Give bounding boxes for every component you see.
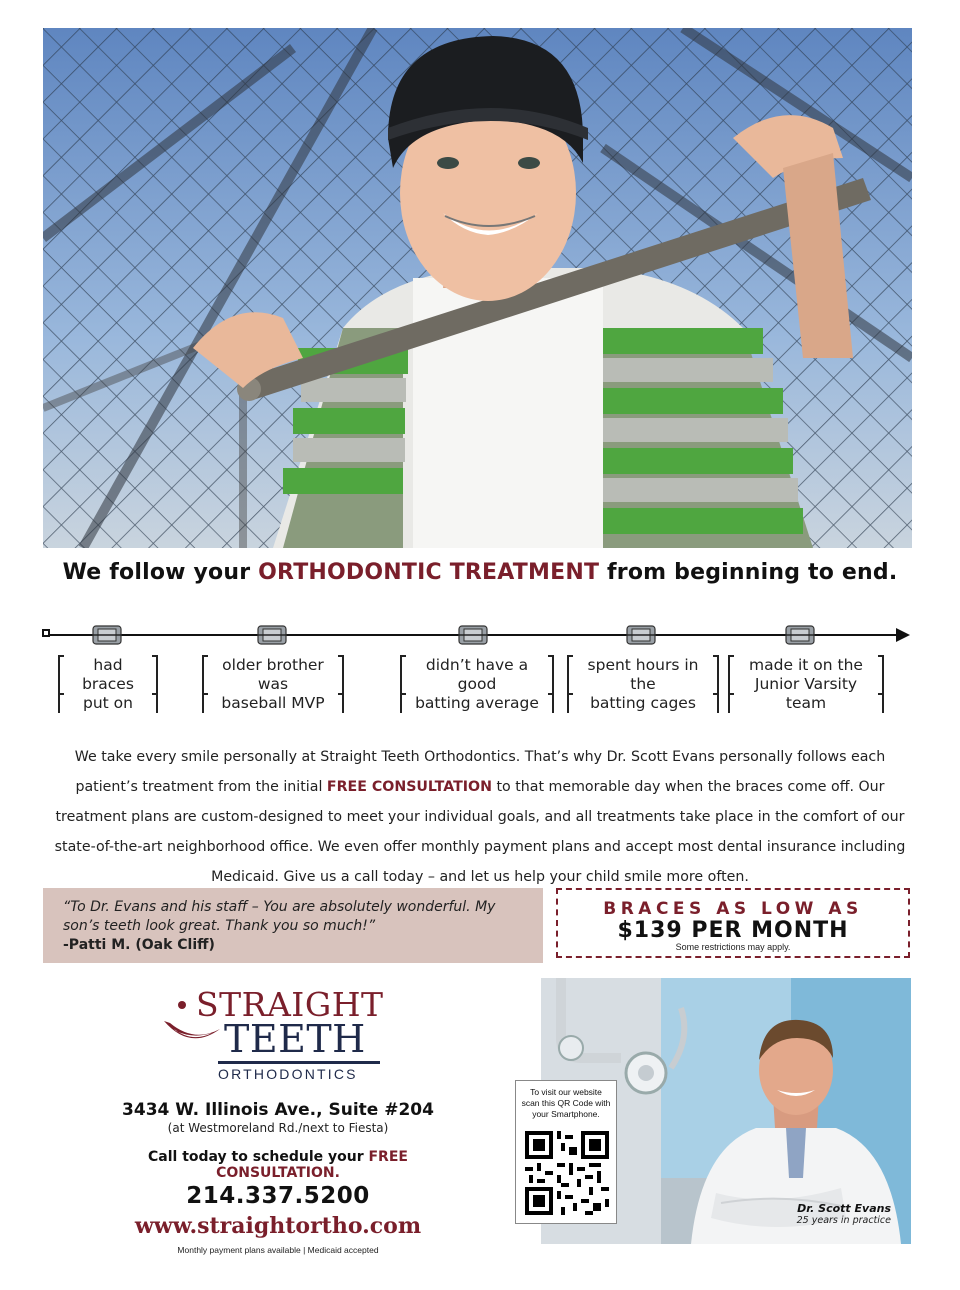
timeline-milestone: older brother was baseball MVP — [202, 656, 344, 713]
free-consultation-highlight: FREE CONSULTATION — [326, 779, 492, 795]
timeline-milestone: had braces put on — [58, 656, 158, 713]
promo-note: Some restrictions may apply. — [675, 942, 791, 952]
website-link[interactable]: www.straightortho.com — [134, 1213, 422, 1239]
qr-caption: To visit our website scan this QR Code with your Smartphone. — [521, 1087, 611, 1119]
headline — [0, 560, 960, 585]
price-promo-box — [556, 888, 910, 958]
promo-price: $139 PER MONTH — [617, 918, 849, 943]
logo-word-orthodontics: ORTHODONTICS — [218, 1066, 358, 1082]
qr-code-icon[interactable] — [525, 1131, 609, 1215]
brace-bracket-icon — [624, 624, 658, 646]
hero-photo — [43, 28, 912, 548]
body-paragraph: We take every smile personally at Straight Teeth Orthodontics. That’s why Dr. Scott Evans personally follows each patient’s treatment from the initial FREE CONSULTATION to that memorable day when the braces come off. Our treatment plans are custom-designed to meet your individual goals, and all treatments take place in the comfort of our state-of-the-art neighborhood office. We even offer monthly payment plans and accept most dental insurance including Medicaid. Give us a call today – and let us help your child smile more often. — [54, 749, 906, 885]
timeline-milestone: didn’t have a good batting average — [400, 656, 554, 713]
phone-number[interactable]: 214.337.5200 — [186, 1183, 370, 1209]
headline-before: We follow your — [62, 560, 259, 585]
doctor-caption — [797, 1202, 891, 1226]
testimonial-quote: “To Dr. Evans and his staff – You are absolutely wonderful. My son’s teeth look great. Thank you so much!” — [63, 899, 496, 934]
logo-word-straight: STRAIGHT — [196, 985, 384, 1024]
logo-rule — [218, 1061, 380, 1064]
call-to-action: Call today to schedule your FREE CONSULTATION. — [148, 1149, 408, 1181]
doctor-name: Dr. Scott Evans — [797, 1202, 891, 1215]
headline-after: from beginning to end. — [599, 560, 898, 585]
payment-footnote: Monthly payment plans available | Medicaid accepted — [177, 1245, 379, 1255]
timeline-start-marker — [42, 629, 50, 637]
contact-block — [100, 1100, 456, 1255]
brace-bracket-icon — [783, 624, 817, 646]
timeline-milestone: made it on the Junior Varsity team — [728, 656, 884, 713]
doctor-years: 25 years in practice — [796, 1215, 891, 1226]
brace-bracket-icon — [456, 624, 490, 646]
brace-bracket-icon — [90, 624, 124, 646]
timeline-arrow-icon — [896, 628, 910, 642]
street-address: 3434 W. Illinois Ave., Suite #204 — [122, 1100, 434, 1120]
treatment-timeline — [42, 620, 918, 710]
straight-teeth-logo — [160, 985, 400, 1085]
promo-heading: BRACES AS LOW AS — [603, 899, 863, 919]
timeline-milestone: spent hours in the batting cages — [567, 656, 719, 713]
logo-word-teeth: TEETH — [224, 1017, 366, 1061]
headline-accent: ORTHODONTIC TREATMENT — [258, 560, 600, 585]
cross-streets: (at Westmoreland Rd./next to Fiesta) — [167, 1121, 389, 1135]
testimonial-author: -Patti M. (Oak Cliff) — [63, 937, 215, 953]
qr-card — [515, 1080, 617, 1224]
testimonial-box — [43, 888, 543, 963]
batting-cage-photo — [43, 28, 912, 548]
brace-bracket-icon — [255, 624, 289, 646]
